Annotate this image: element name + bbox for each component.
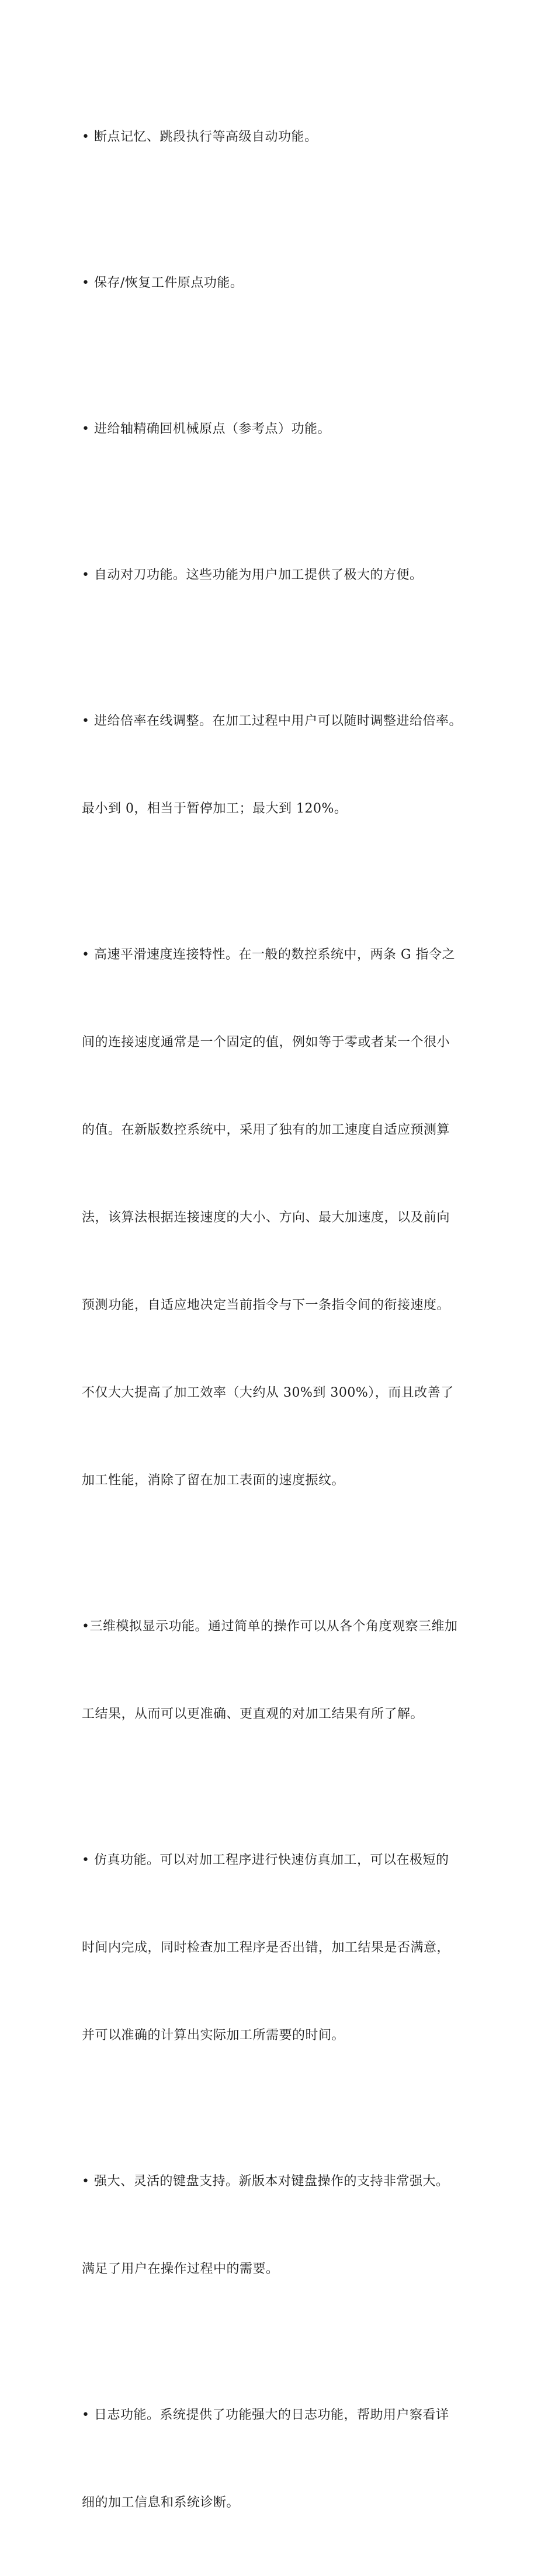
paragraph-3d-simulation <box>82 1554 474 1787</box>
text-line: • 自动对刀功能。这些功能为用户加工提供了极大的方便。 <box>82 568 423 582</box>
text-line: •三维模拟显示功能。通过简单的操作可以从各个角度观察三维加 <box>82 1619 458 1634</box>
text-line: 最小到 0，相当于暂停加工；最大到 120%。 <box>82 801 348 816</box>
paragraph-smooth-speed <box>82 882 474 1554</box>
paragraph-feed-override <box>82 648 474 882</box>
text-line: 法，该算法根据连接速度的大小、方向、最大加速度，以及前向 <box>82 1210 450 1225</box>
text-line: • 高速平滑速度连接特性。在一般的数控系统中，两条 G 指令之 <box>82 947 456 962</box>
text-line: 并可以准确的计算出实际加工所需要的时间。 <box>82 2028 345 2043</box>
text-line: 间的连接速度通常是一个固定的值，例如等于零或者某一个很小 <box>82 1035 450 1050</box>
text-line: 满足了用户在操作过程中的需要。 <box>82 2262 279 2276</box>
paragraph-log-function <box>82 2342 474 2576</box>
text-line: 细的加工信息和系统诊断。 <box>82 2495 240 2510</box>
text-line: • 强大、灵活的键盘支持。新版本对键盘操作的支持非常强大。 <box>82 2174 449 2189</box>
paragraph-keyboard-support <box>82 2109 474 2342</box>
document-body <box>82 64 474 2576</box>
text-line: • 仿真功能。可以对加工程序进行快速仿真加工，可以在极短的 <box>82 1853 449 1867</box>
text-line: 时间内完成，同时检查加工程序是否出错，加工结果是否满意， <box>82 1940 450 1955</box>
paragraph-breakpoint-memory <box>82 64 474 210</box>
text-line: • 进给倍率在线调整。在加工过程中用户可以随时调整进给倍率。 <box>82 714 462 728</box>
text-line: 预测功能，自适应地决定当前指令与下一条指令间的衔接速度。 <box>82 1298 450 1313</box>
paragraph-emulation <box>82 1787 474 2109</box>
text-line: • 保存/恢复工件原点功能。 <box>82 276 244 290</box>
text-line: 不仅大大提高了加工效率（大约从 30%到 300%），而且改善了 <box>82 1386 454 1400</box>
text-line: 的值。在新版数控系统中，采用了独有的加工速度自适应预测算 <box>82 1123 450 1137</box>
text-line: • 断点记忆、跳段执行等高级自动功能。 <box>82 130 318 144</box>
paragraph-auto-tool-setting <box>82 502 474 648</box>
text-line: • 日志功能。系统提供了功能强大的日志功能，帮助用户察看详 <box>82 2408 449 2422</box>
paragraph-return-reference <box>82 356 474 502</box>
text-line: 工结果，从而可以更准确、更直观的对加工结果有所了解。 <box>82 1707 424 1721</box>
text-line: 加工性能，消除了留在加工表面的速度振纹。 <box>82 1473 345 1488</box>
paragraph-save-restore-origin <box>82 210 474 356</box>
text-line: • 进给轴精确回机械原点（参考点）功能。 <box>82 422 331 436</box>
